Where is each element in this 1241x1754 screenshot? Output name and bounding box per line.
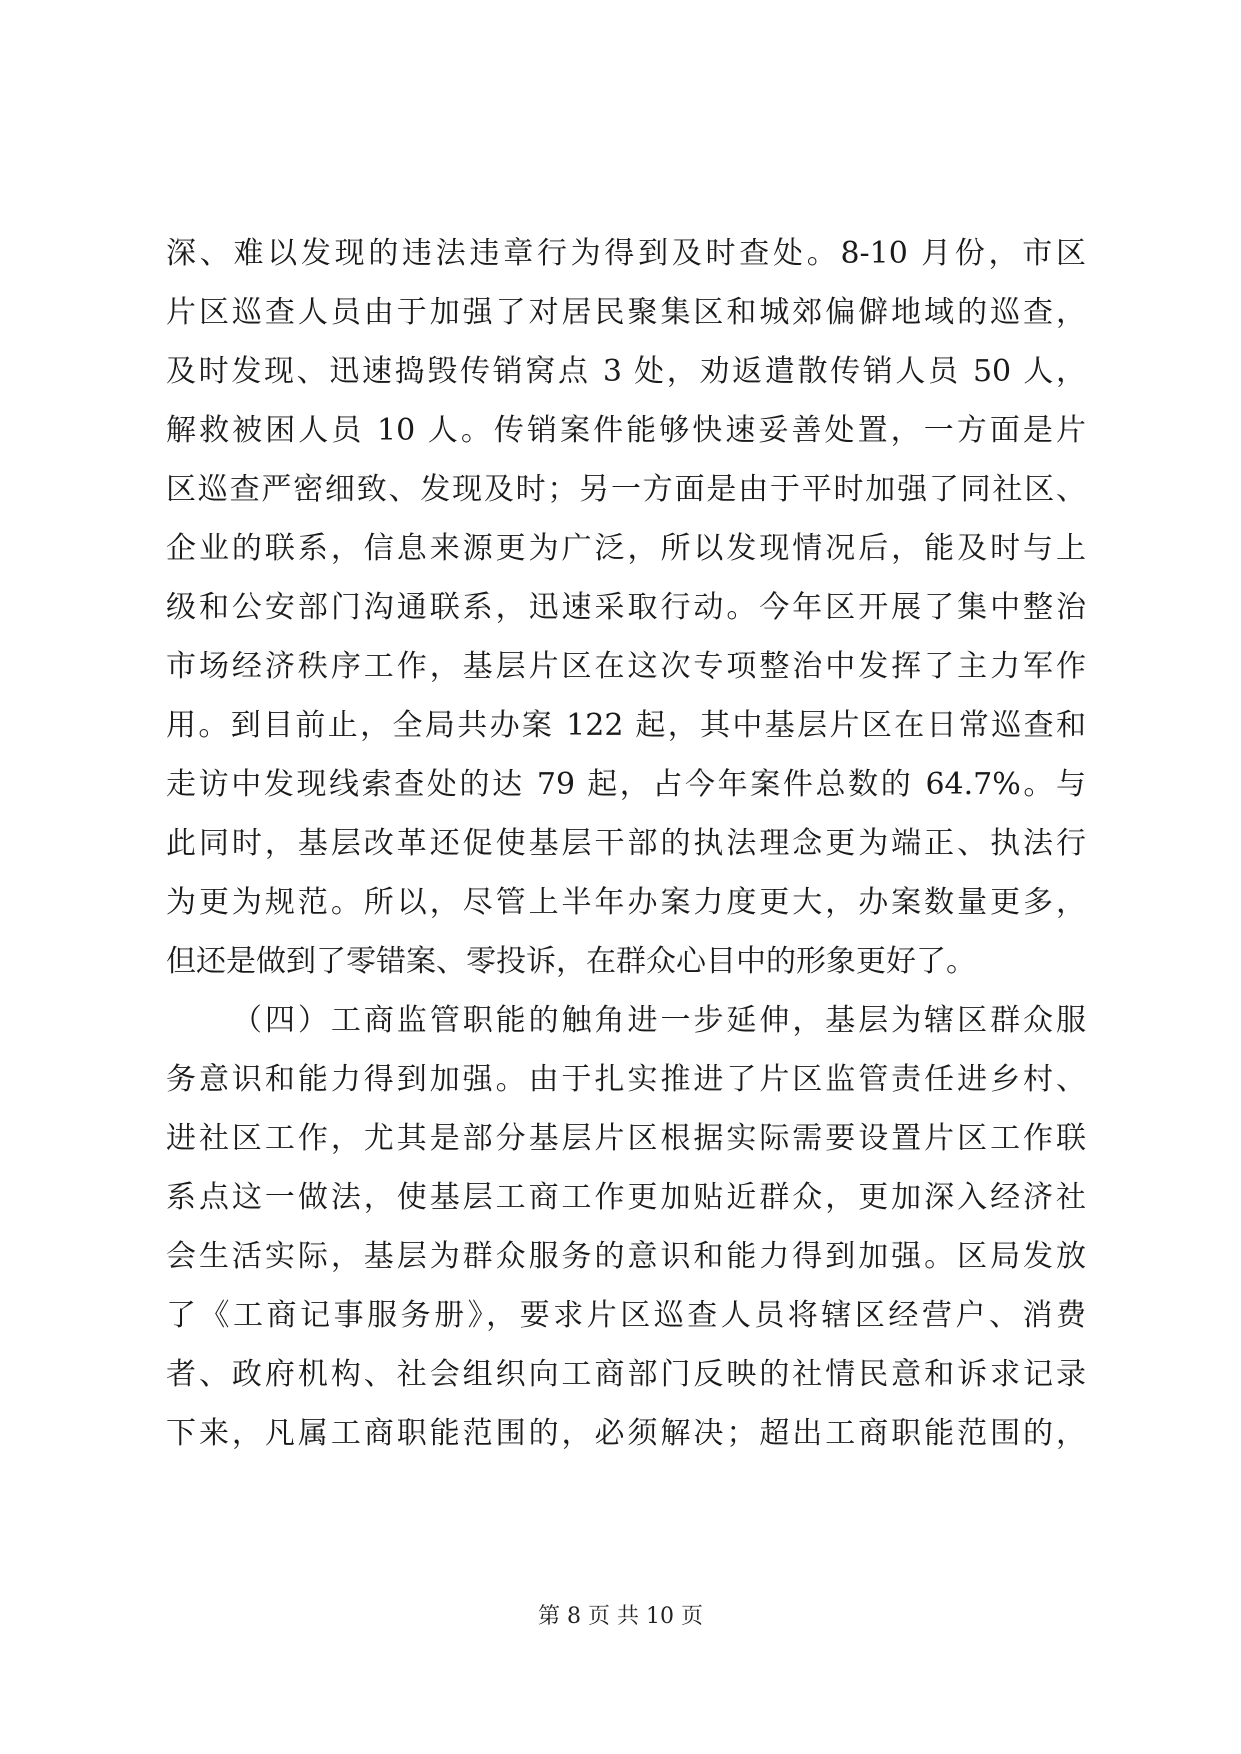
text-line: 区巡查严密细致、发现及时；另一方面是由于平时加强了同社区、 bbox=[166, 472, 1086, 507]
page-number: 第 8 页 共 10 页 bbox=[538, 1604, 703, 1629]
text-line: 深、难以发现的违法违章行为得到及时查处。8-10 月份，市区 bbox=[166, 236, 1086, 271]
page-footer bbox=[0, 1602, 1241, 1632]
text-line: （四）工商监管职能的触角进一步延伸，基层为辖区群众服 bbox=[232, 1003, 1086, 1038]
text-line: 下来，凡属工商职能范围的，必须解决；超出工商职能范围的， bbox=[166, 1416, 1086, 1451]
text-line: 级和公安部门沟通联系，迅速采取行动。今年区开展了集中整治 bbox=[166, 590, 1086, 625]
text-line: 务意识和能力得到加强。由于扎实推进了片区监管责任进乡村、 bbox=[166, 1062, 1086, 1097]
text-line: 为更为规范。所以，尽管上半年办案力度更大，办案数量更多， bbox=[166, 885, 1086, 920]
text-line: 市场经济秩序工作，基层片区在这次专项整治中发挥了主力军作 bbox=[166, 649, 1086, 684]
text-line: 企业的联系，信息来源更为广泛，所以发现情况后，能及时与上 bbox=[166, 531, 1086, 566]
text-line: 了《工商记事服务册》，要求片区巡查人员将辖区经营户、消费 bbox=[166, 1298, 1086, 1333]
text-line: 进社区工作，尤其是部分基层片区根据实际需要设置片区工作联 bbox=[166, 1121, 1086, 1156]
text-line: 系点这一做法，使基层工商工作更加贴近群众，更加深入经济社 bbox=[166, 1180, 1086, 1215]
text-line: 会生活实际，基层为群众服务的意识和能力得到加强。区局发放 bbox=[166, 1239, 1086, 1274]
text-line: 用。到目前止，全局共办案 122 起，其中基层片区在日常巡查和 bbox=[166, 708, 1086, 743]
text-line: 片区巡查人员由于加强了对居民聚集区和城郊偏僻地域的巡查， bbox=[166, 295, 1086, 330]
text-line: 但还是做到了零错案、零投诉，在群众心目中的形象更好了。 bbox=[166, 944, 976, 979]
text-line: 解救被困人员 10 人。传销案件能够快速妥善处置，一方面是片 bbox=[166, 413, 1086, 448]
text-line: 及时发现、迅速捣毁传销窝点 3 处，劝返遣散传销人员 50 人， bbox=[166, 354, 1086, 389]
text-line: 此同时，基层改革还促使基层干部的执法理念更为端正、执法行 bbox=[166, 826, 1086, 861]
text-line: 者、政府机构、社会组织向工商部门反映的社情民意和诉求记录 bbox=[166, 1357, 1086, 1392]
body-text bbox=[166, 224, 1086, 1463]
text-line: 走访中发现线索查处的达 79 起，占今年案件总数的 64.7%。与 bbox=[166, 767, 1086, 802]
